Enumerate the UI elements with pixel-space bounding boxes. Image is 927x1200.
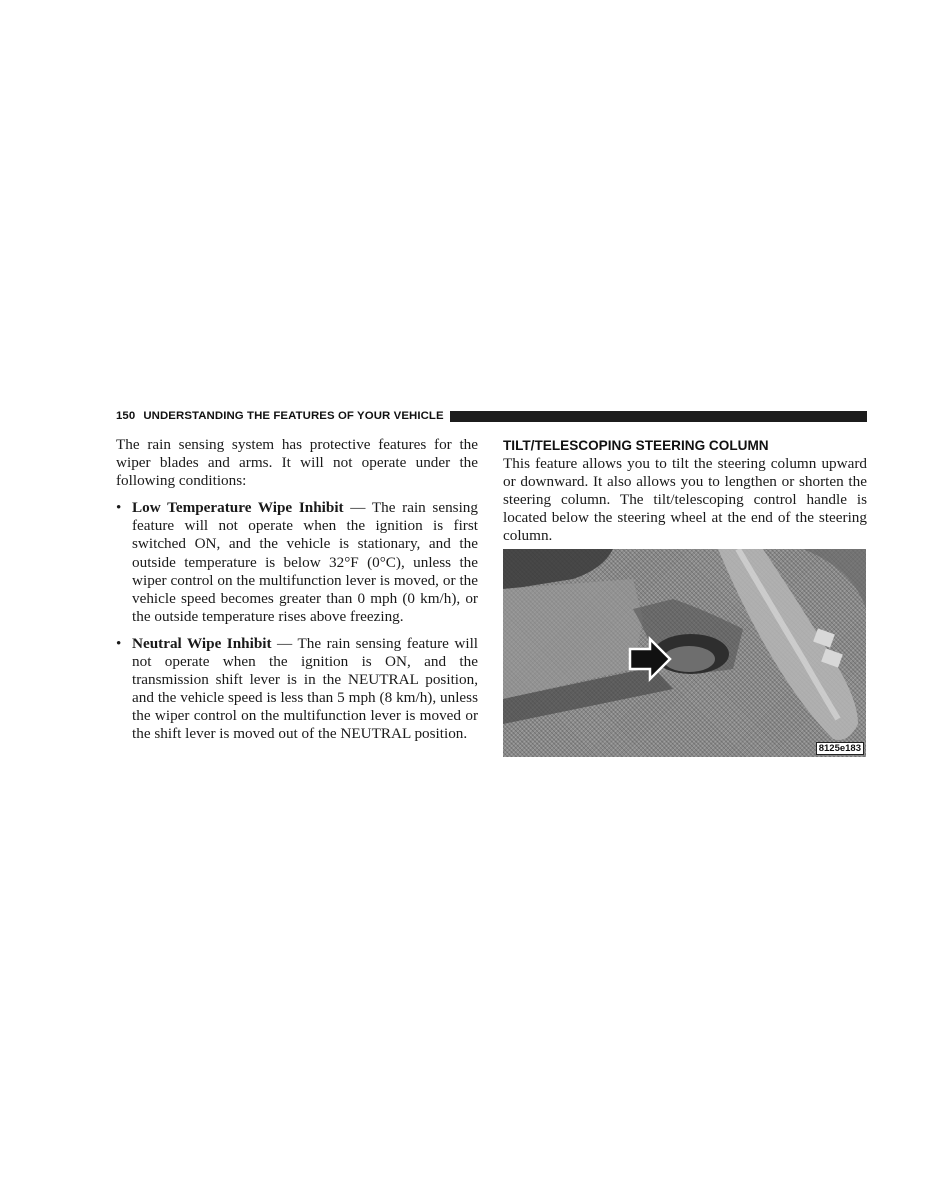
steering-column-figure: [503, 549, 866, 757]
page-number: 150: [116, 410, 136, 422]
figure-label: 8125e183: [816, 742, 864, 755]
section-heading: TILT/TELESCOPING STEERING COLUMN: [503, 438, 769, 453]
list-item-low-temperature: [116, 499, 478, 626]
list-text: — The rain sensing feature will not operate when the ignition is ON, and the transmission shift lever is in the NEUTRAL position, and the vehicle speed is less than 5 mph (8 km/h), unless the wiper control on the multifunction lever is moved or the shift lever is moved out of the NEUTRAL position.: [132, 634, 479, 743]
left-column: [116, 436, 478, 753]
bullet-icon: •: [116, 499, 122, 517]
right-column: [503, 436, 867, 545]
list-item-neutral: [116, 635, 478, 744]
bullet-icon: •: [116, 634, 122, 652]
section-title: UNDERSTANDING THE FEATURES OF YOUR VEHICLE: [143, 410, 444, 422]
intro-paragraph: The rain sensing system has protective features for the wiper blades and arms. It will not operate under the following conditions:: [116, 436, 478, 490]
list-term: Low Temperature Wipe Inhibit: [132, 499, 344, 517]
steering-column-illustration: [503, 549, 866, 757]
header-rule: [450, 411, 867, 422]
body-paragraph: This feature allows you to tilt the steering column upward or downward. It also allows you to lengthen or shorten the steering column. The tilt/telescoping control handle is located below the steering wheel at the end of the steering column.: [503, 455, 867, 545]
list-text: — The rain sensing feature will not operate when the ignition is first switched ON, and the vehicle is stationary, and the outside temperature is below 32°F (0°C), unless the wiper control on the multifunction lever is moved, or the vehicle speed becomes greater than 0 mph (0 km/h), or the outside temperature rises above freezing.: [132, 499, 478, 625]
page-header: [116, 408, 867, 424]
condition-list: [116, 499, 478, 743]
list-term: Neutral Wipe Inhibit: [132, 634, 272, 652]
